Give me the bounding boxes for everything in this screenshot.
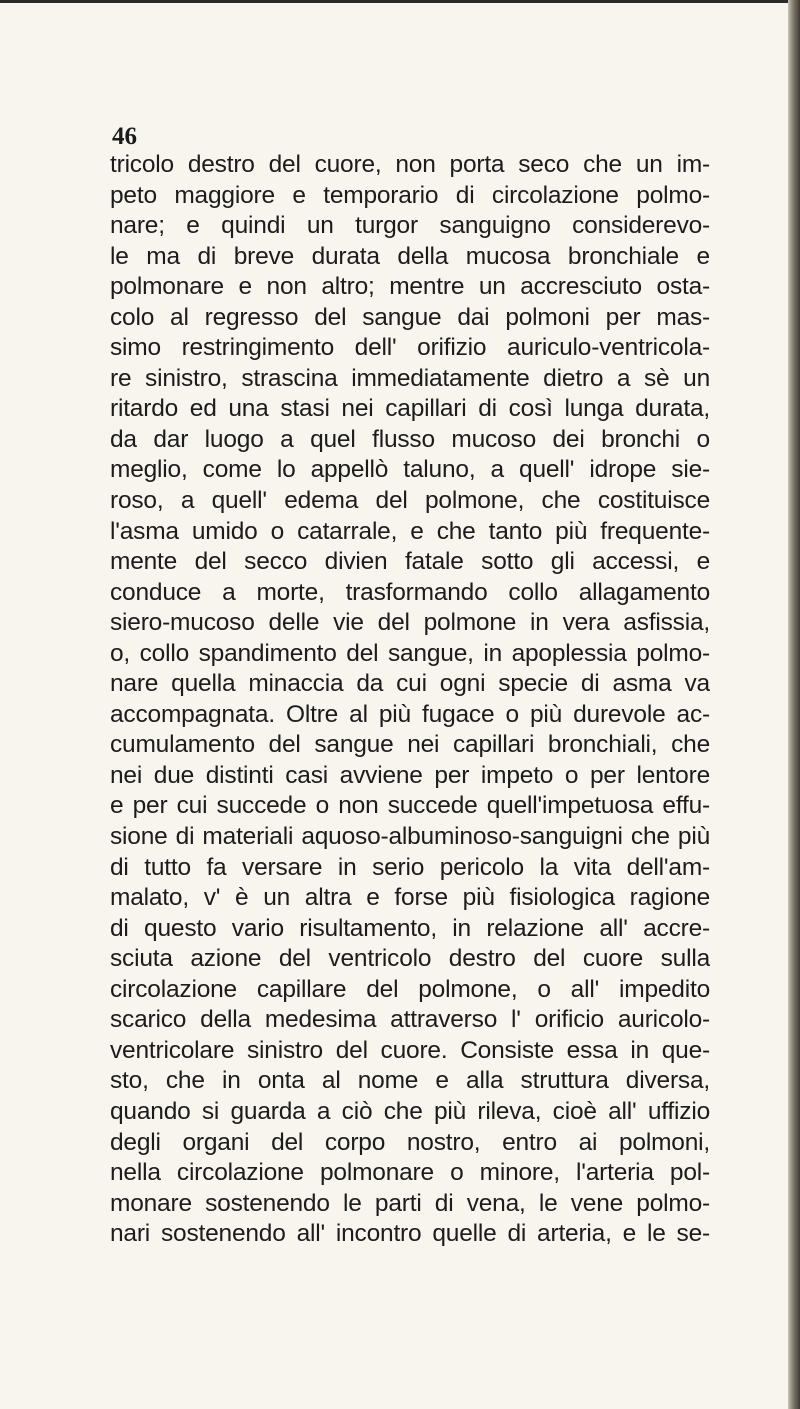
page-number: 46 (112, 123, 137, 150)
text-line: conduce a morte, trasformando collo allagamento (110, 578, 710, 606)
text-line: meglio, come lo appellò taluno, a quell' idrope sie- (110, 456, 710, 484)
body-text (110, 150, 710, 1250)
text-line: da dar luogo a quel flusso mucoso dei bronchi o (110, 425, 710, 453)
text-line: peto maggiore e temporario di circolazione polmo- (110, 181, 710, 209)
text-line: e per cui succede o non succede quell'impetuosa effu- (110, 792, 710, 820)
text-line: scarico della medesima attraverso l' orificio auricolo- (110, 1006, 710, 1034)
text-line: re sinistro, strascina immediatamente dietro a sè un (110, 364, 710, 392)
text-line: le ma di breve durata della mucosa bronchiale e (110, 242, 710, 270)
text-line: circolazione capillare del polmone, o all' impedito (110, 975, 710, 1003)
text-line: malato, v' è un altra e forse più fisiologica ragione (110, 884, 710, 912)
text-line: simo restringimento dell' orifizio auriculo-ventricola- (110, 334, 710, 362)
page-binding-edge (788, 0, 800, 1409)
text-line: nei due distinti casi avviene per impeto o per lentore (110, 761, 710, 789)
text-line: cumulamento del sangue nei capillari bronchiali, che (110, 731, 710, 759)
text-line: l'asma umido o catarrale, e che tanto più frequente- (110, 517, 710, 545)
text-line: di tutto fa versare in serio pericolo la vita dell'am- (110, 853, 710, 881)
text-line: nari sostenendo all' incontro quelle di arteria, e le se- (110, 1220, 710, 1248)
text-line: sciuta azione del ventricolo destro del cuore sulla (110, 945, 710, 973)
text-line: polmonare e non altro; mentre un accresciuto osta- (110, 273, 710, 301)
text-line: colo al regresso del sangue dai polmoni per mas- (110, 303, 710, 331)
text-line: ritardo ed una stasi nei capillari di così lunga durata, (110, 395, 710, 423)
text-line: nare quella minaccia da cui ogni specie di asma va (110, 670, 710, 698)
text-line: roso, a quell' edema del polmone, che costituisce (110, 487, 710, 515)
text-line: o, collo spandimento del sangue, in apoplessia polmo- (110, 639, 710, 667)
text-line: di questo vario risultamento, in relazione all' accre- (110, 914, 710, 942)
text-line: mente del secco divien fatale sotto gli accessi, e (110, 548, 710, 576)
text-line: monare sostenendo le parti di vena, le vene polmo- (110, 1189, 710, 1217)
text-line: quando si guarda a ciò che più rileva, cioè all' uffizio (110, 1097, 710, 1125)
text-line: nare; e quindi un turgor sanguigno considerevo- (110, 212, 710, 240)
text-line: nella circolazione polmonare o minore, l'arteria pol- (110, 1159, 710, 1187)
text-line: ventricolare sinistro del cuore. Consiste essa in que- (110, 1036, 710, 1064)
text-line: tricolo destro del cuore, non porta seco che un im- (110, 151, 710, 178)
text-line: accompagnata. Oltre al più fugace o più durevole ac- (110, 700, 710, 728)
text-line: siero-mucoso delle vie del polmone in vera asfissia, (110, 609, 710, 637)
text-line: sto, che in onta al nome e alla struttura diversa, (110, 1067, 710, 1095)
text-line: sione di materiali aquoso-albuminoso-sanguigni che più (110, 823, 710, 851)
text-line: degli organi del corpo nostro, entro ai polmoni, (110, 1128, 710, 1156)
top-edge-rule (0, 0, 790, 3)
